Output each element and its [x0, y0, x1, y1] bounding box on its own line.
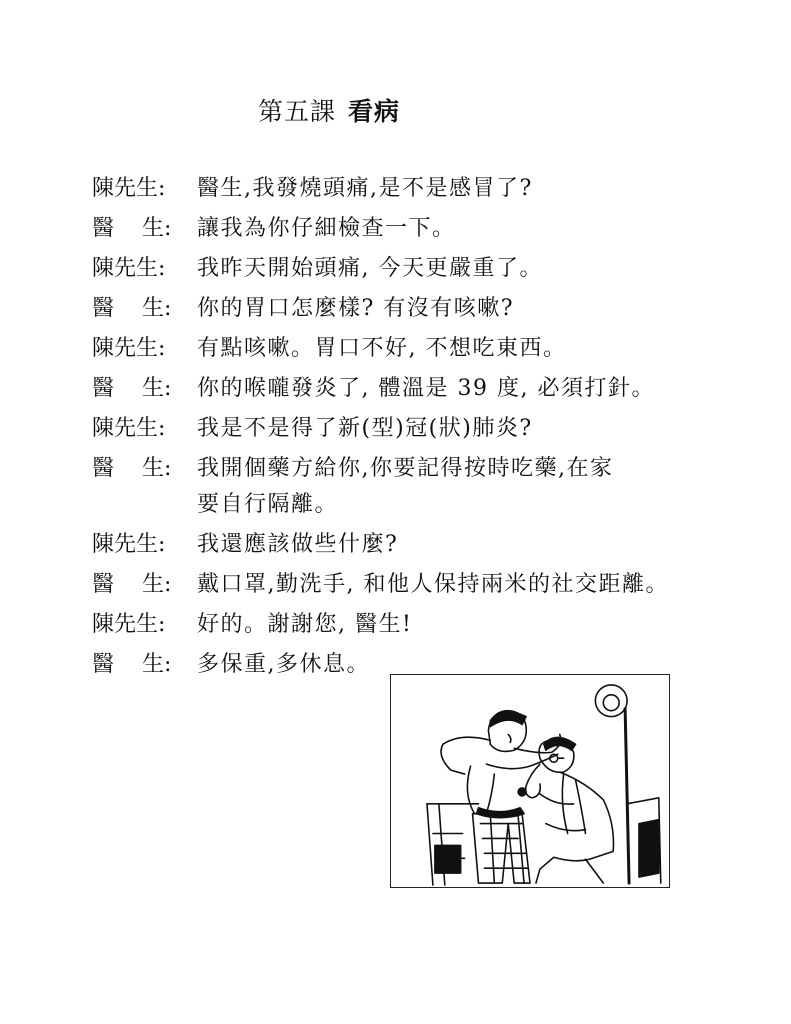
speaker-chen: 陳先生: [92, 256, 166, 281]
line-text: 讓我為你仔細檢查一下。 [197, 216, 456, 241]
speaker-chen: 陳先生: [92, 416, 166, 441]
line-text: 我昨天開始頭痛, 今天更嚴重了。 [197, 256, 543, 281]
speaker-doctor: 醫 生: [92, 376, 172, 401]
speaker-chen: 陳先生: [92, 532, 166, 557]
doctor-examining-patient-drawing [391, 675, 669, 887]
speaker-doctor: 醫 生: [92, 652, 172, 677]
line-text: 多保重,多休息。 [197, 652, 370, 677]
line-text: 戴口罩,勤洗手, 和他人保持兩米的社交距離。 [197, 572, 669, 597]
line-text: 你的喉嚨發炎了, 體溫是 39 度, 必須打針。 [197, 376, 655, 401]
speaker-doctor: 醫 生: [92, 296, 172, 321]
line-text: 我是不是得了新(型)冠(狀)肺炎? [197, 416, 533, 441]
speaker-chen: 陳先生: [92, 336, 166, 361]
speaker-doctor: 醫 生: [92, 216, 172, 241]
speaker-chen: 陳先生: [92, 612, 166, 637]
stethoscope-icon [526, 764, 541, 798]
lesson-number: 第五課 [258, 97, 337, 126]
lesson-topic: 看病 [348, 97, 401, 126]
line-text: 我開個藥方給你,你要記得按時吃藥,在家 [197, 456, 614, 481]
speaker-doctor: 醫 生: [92, 456, 172, 481]
doctor-visit-illustration [390, 674, 670, 888]
line-text: 你的胃口怎麼樣? 有沒有咳嗽? [197, 296, 515, 321]
line-text: 好的。謝謝您, 醫生! [197, 612, 413, 637]
line-text: 有點咳嗽。胃口不好, 不想吃東西。 [197, 336, 567, 361]
line-text: 醫生,我發燒頭痛,是不是感冒了? [197, 176, 533, 201]
speaker-doctor: 醫 生: [92, 572, 172, 597]
line-text: 我還應該做些什麼? [197, 532, 399, 557]
lamp-icon [595, 685, 627, 717]
lesson-title [258, 92, 400, 128]
speaker-chen: 陳先生: [92, 176, 166, 201]
line-text: 要自行隔離。 [197, 492, 339, 517]
